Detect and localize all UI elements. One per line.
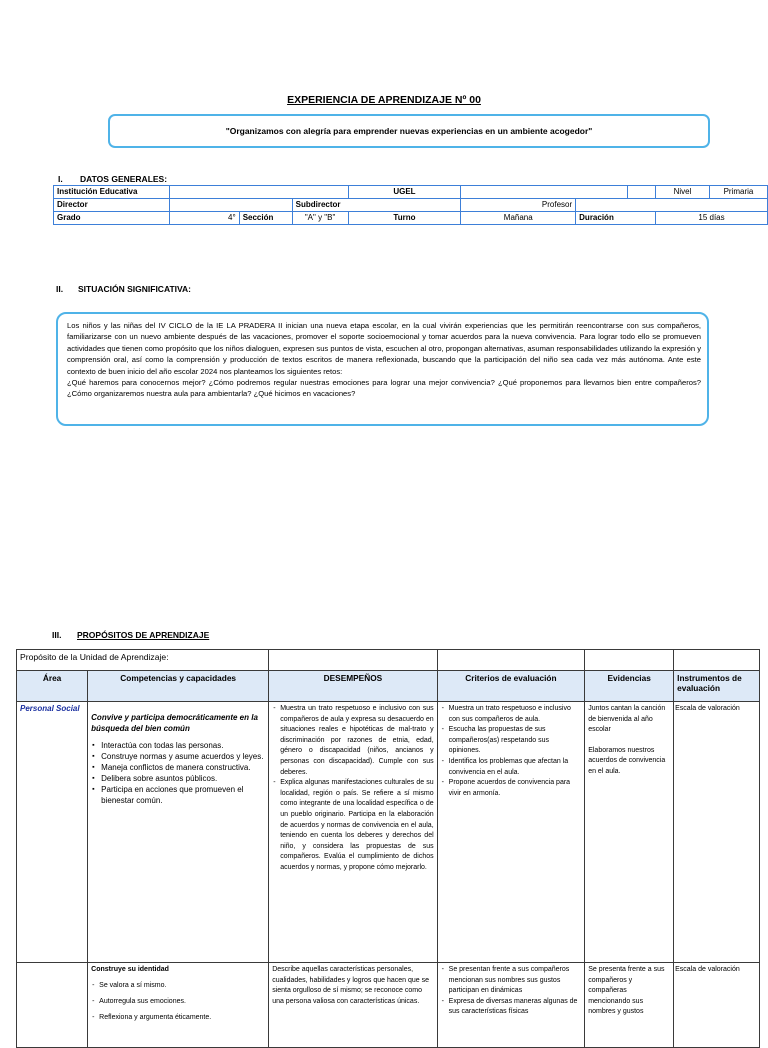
turno-value: Mañana: [461, 212, 576, 225]
document-title: EXPERIENCIA DE APRENDIZAJE Nº 00: [287, 94, 481, 106]
list-item: ▪ Delibera sobre asuntos públicos.: [101, 773, 265, 784]
turno-label: Turno: [348, 212, 461, 225]
competencia-cell: [88, 963, 269, 1048]
table-row: [17, 650, 760, 671]
table-header-row: [17, 671, 760, 702]
evidencia-text: Elaboramos nuestros acuerdos de convivencia en el aula.: [588, 746, 666, 775]
instrumentos-cell: Escala de valoración: [674, 702, 760, 963]
desempenos-list: [272, 704, 433, 874]
header-evidencias: Evidencias: [585, 671, 674, 702]
empty-cell: [269, 650, 437, 671]
table-row: [54, 199, 768, 212]
competencia-title: Construye su identidad: [91, 966, 169, 973]
header-instrumentos: Instrumentos de evaluación: [674, 671, 760, 702]
section-number: III.: [52, 630, 62, 640]
table-caption: Propósito de la Unidad de Aprendizaje:: [17, 650, 269, 671]
situacion-paragraph: Los niños y las niñas del IV CICLO de la IE LA PRADERA II inician una nueva etapa escolar, en la cual vivirán experiencias que les permitirán reencontrarse con sus compañeros, familiarizarse con un nuevo ambiente después de las vacaciones, promover el soporte socioemocional y tomar acuerdos para la nueva convivencia. Para lograr todo ello se promueven actividades que tienen como propósito que los niños dialoguen, expresen sus puntos de vista, escuchen al otro, propongan alternativas, asuman responsabilidades utilizando la expresión y comprensión oral, así como la comprensión y producción de textos escritos de manera reflexionada, buscando que la participación del niño sea cada vez más autónoma. Ante este contexto de buen inicio del año escolar 2024 nos planteamos los siguientes retos:: [67, 321, 701, 376]
capacidades-list: [91, 978, 265, 1026]
desempenos-cell: [269, 702, 437, 963]
seccion-label: Sección: [239, 212, 292, 225]
list-item: ▪ Participa en acciones que promueven el bienestar común.: [101, 784, 265, 806]
section-heading-datos-generales: [58, 174, 167, 184]
nivel-label: Nivel: [656, 186, 710, 199]
criterios-cell: [437, 702, 585, 963]
header-area: Área: [17, 671, 88, 702]
competencia-title: Convive y participa democráticamente en la búsqueda del bien común: [91, 713, 258, 733]
propositos-table: [16, 649, 760, 1048]
list-item: - Identifica los problemas que afectan la convivencia en el aula.: [449, 757, 582, 778]
list-item: - Se valora a sí mismo.: [99, 978, 265, 994]
list-item: - Muestra un trato respetuoso e inclusivo con sus compañeros de aula.: [449, 704, 582, 725]
desempenos-cell: Describe aquellas características personales, cualidades, habilidades y logros que hacen que se sienta orgulloso de sí mismo; se reconoce como una persona valiosa con características únicas.: [269, 963, 437, 1048]
general-data-table: [53, 185, 768, 225]
situacion-retos: ¿Qué haremos para conocernos mejor? ¿Cómo podremos regular nuestras emociones para lograr una mejor convivencia? ¿Qué proponemos para llevarnos bien entre compañeros? ¿Cómo organizaremos nuestra aula para ambientarla? ¿Qué hicimos en vacaciones?: [67, 378, 701, 399]
area-personal-social: Personal Social: [20, 704, 80, 713]
ugel-value: [461, 186, 628, 199]
table-row: [17, 702, 760, 963]
subtitle-box: [108, 114, 710, 148]
criterios-cell: [437, 963, 585, 1048]
header-competencias: Competencias y capacidades: [88, 671, 269, 702]
grado-value: 4°: [169, 212, 239, 225]
header-desempenos: DESEMPEÑOS: [269, 671, 437, 702]
list-item: - Autorregula sus emociones.: [99, 994, 265, 1010]
capacidades-list: [91, 740, 265, 806]
list-item: - Expresa de diversas maneras algunas de sus características físicas: [449, 997, 582, 1018]
list-item: - Explica algunas manifestaciones culturales de su localidad, región o país. Se refiere a sí mismo como integrante de una localidad específica o de un pueblo originario. Participa en la elaboración de acuerdos y normas de convivencia en el aula, teniendo en cuenta los deberes y derechos del niño, y considera las propuestas de sus compañeros. Evalúa el cumplimiento de dichos acuerdos y normas, y propone cómo mejorarlo.: [280, 778, 433, 873]
director-label: Director: [54, 199, 170, 212]
institucion-label: Institución Educativa: [54, 186, 170, 199]
list-item: - Propone acuerdos de convivencia para vivir en armonía.: [449, 778, 582, 799]
profesor-value: [576, 199, 768, 212]
duracion-value: 15 días: [656, 212, 768, 225]
seccion-value: "A" y "B": [292, 212, 348, 225]
list-item: - Reflexiona y argumenta éticamente.: [99, 1010, 265, 1026]
empty-cell: [674, 650, 760, 671]
criterios-list: [441, 965, 582, 1018]
list-item: - Escucha las propuestas de sus compañeros(as) respetando sus opiniones.: [449, 725, 582, 757]
section-number: I.: [58, 174, 63, 184]
subdirector-label: Subdirector: [292, 199, 461, 212]
situacion-box: [56, 312, 709, 426]
nivel-value: Primaria: [709, 186, 767, 199]
header-criterios: Criterios de evaluación: [437, 671, 585, 702]
section-title: SITUACIÓN SIGNIFICATIVA:: [78, 284, 192, 294]
institucion-value: [169, 186, 348, 199]
area-cell: [17, 963, 88, 1048]
empty-cell: [437, 650, 585, 671]
evidencias-cell: [585, 702, 674, 963]
list-item: ▪ Construye normas y asume acuerdos y leyes.: [101, 751, 265, 762]
instrumentos-cell: Escala de valoración: [674, 963, 760, 1048]
list-item: - Muestra un trato respetuoso e inclusivo con sus compañeros de aula y expresa su desacuerdo en situaciones reales e hipotéticas de mal-trato y discriminación por razones de etnia, edad, género o discapacidad (niños, ancianos y personas con discapacidad). Cumple con sus deberes.: [280, 704, 433, 778]
director-value: [169, 199, 292, 212]
empty-cell: [585, 650, 674, 671]
ugel-label: UGEL: [348, 186, 461, 199]
grado-label: Grado: [54, 212, 170, 225]
list-item: - Se presentan frente a sus compañeros mencionan sus nombres sus gustos participan en dinámicas: [449, 965, 582, 997]
nivel-label-spacer: [628, 186, 656, 199]
table-row: [17, 963, 760, 1048]
section-heading-situacion: [56, 284, 191, 294]
list-item: ▪ Interactúa con todas las personas.: [101, 740, 265, 751]
area-cell: [17, 702, 88, 963]
table-row: [54, 212, 768, 225]
section-number: II.: [56, 284, 64, 294]
section-title: PROPÓSITOS DE APRENDIZAJE: [77, 630, 210, 640]
section-title: DATOS GENERALES:: [80, 174, 168, 184]
subtitle-text: "Organizamos con alegría para emprender nuevas experiencias en un ambiente acogedor": [225, 126, 593, 136]
section-heading-propositos: [52, 630, 209, 640]
profesor-label: Profesor: [461, 199, 576, 212]
evidencia-text: Juntos cantan la canción de bienvenida al año escolar: [588, 705, 666, 734]
table-row: [54, 186, 768, 199]
competencia-cell: [88, 702, 269, 963]
evidencias-cell: Se presenta frente a sus compañeros y compañeras mencionando sus nombres y gustos: [585, 963, 674, 1048]
list-item: ▪ Maneja conflictos de manera constructiva.: [101, 762, 265, 773]
criterios-list: [441, 704, 582, 799]
duracion-label: Duración: [576, 212, 656, 225]
